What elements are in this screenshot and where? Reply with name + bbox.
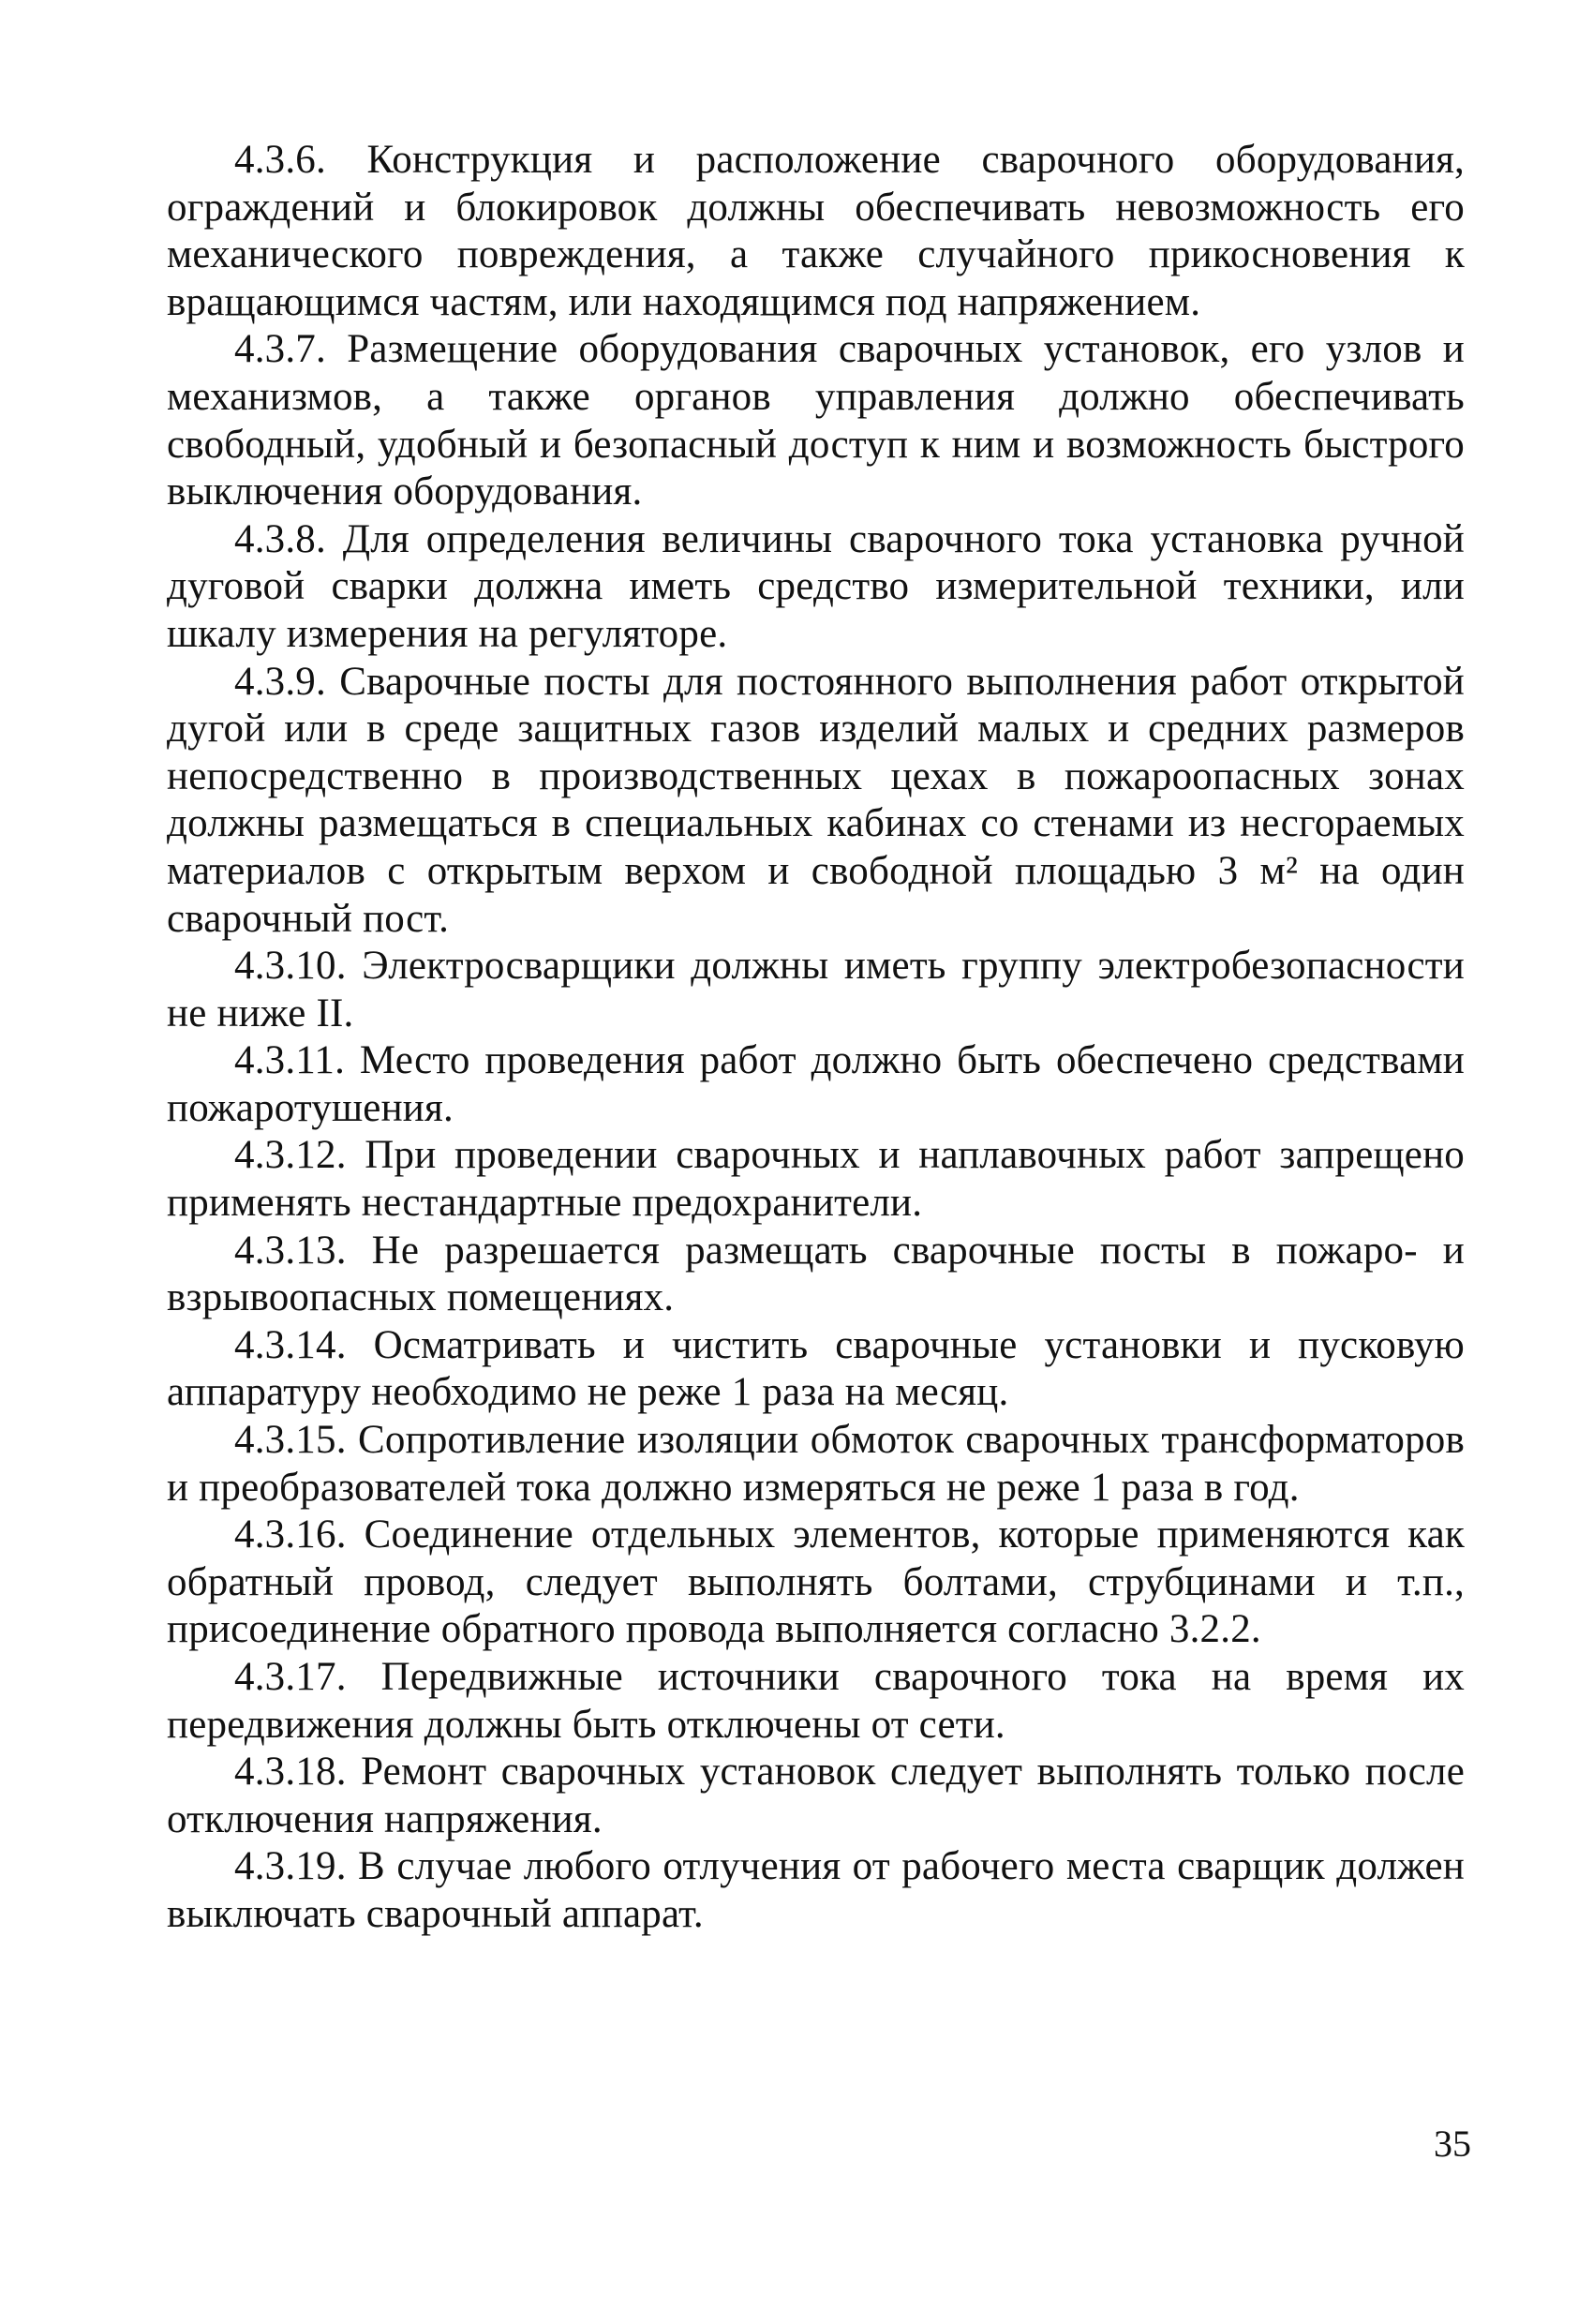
paragraph-4-3-14: 4.3.14. Осматривать и чистить сварочные установки и пусковую аппаратуру необходимо не реже 1 раза на месяц. [167, 1322, 1465, 1415]
paragraph-4-3-9: 4.3.9. Сварочные посты для постоянного выполнения работ открытой дугой или в среде защитных газов изделий малых и средних размеров непосредственно в производственных цехах в пожароопасных зонах должны размещаться в специальных кабинах со стенами из несгораемых материалов с открытым верхом и свободной площадью 3 м² на один сварочный пост. [167, 659, 1465, 941]
paragraph-4-3-7: 4.3.7. Размещение оборудования сварочных установок, его узлов и механизмов, а также органов управления должно обеспечивать свободный, удобный и безопасный доступ к ним и возможность быстрого выключения оборудования. [167, 327, 1465, 514]
paragraph-4-3-15: 4.3.15. Сопротивление изоляции обмоток сварочных трансформаторов и преобразователей тока должно измеряться не реже 1 раза в год. [167, 1418, 1465, 1510]
paragraph-4-3-18: 4.3.18. Ремонт сварочных установок следует выполнять только после отключения напряжения. [167, 1750, 1465, 1841]
paragraph-4-3-6: 4.3.6. Конструкция и расположение сварочного оборудования, ограждений и блокировок должны обеспечивать невозможность его механического повреждения, а также случайного прикосновения к вращающимся частям, или находящимся под напряжением. [167, 138, 1465, 324]
paragraph-4-3-13: 4.3.13. Не разрешается размещать сварочные посты в пожаро- и взрывоопасных помещениях. [167, 1228, 1465, 1320]
paragraph-4-3-19: 4.3.19. В случае любого отлучения от рабочего места сварщик должен выключать сварочный аппарат. [167, 1844, 1465, 1936]
paragraph-4-3-11: 4.3.11. Место проведения работ должно быть обеспечено средствами пожаротушения. [167, 1038, 1465, 1130]
paragraph-4-3-16: 4.3.16. Соединение отдельных элементов, которые применяются как обратный провод, следует выполнять болтами, струбцинами и т.п., присоединение обратного провода выполняется согласно 3.2.2. [167, 1512, 1465, 1652]
paragraph-4-3-12: 4.3.12. При проведении сварочных и наплавочных работ запрещено применять нестандартные предохранители. [167, 1133, 1465, 1226]
document-body [167, 137, 1465, 1939]
paragraph-4-3-17: 4.3.17. Передвижные источники сварочного тока на время их передвижения должны быть отключены от сети. [167, 1655, 1465, 1747]
page-number: 35 [1434, 2123, 1471, 2165]
paragraph-4-3-8: 4.3.8. Для определения величины сварочного тока установка ручной дуговой сварки должна иметь средство измерительной техники, или шкалу измерения на регуляторе. [167, 516, 1465, 656]
paragraph-4-3-10: 4.3.10. Электросварщики должны иметь группу электробезопасности не ниже II. [167, 944, 1465, 1035]
